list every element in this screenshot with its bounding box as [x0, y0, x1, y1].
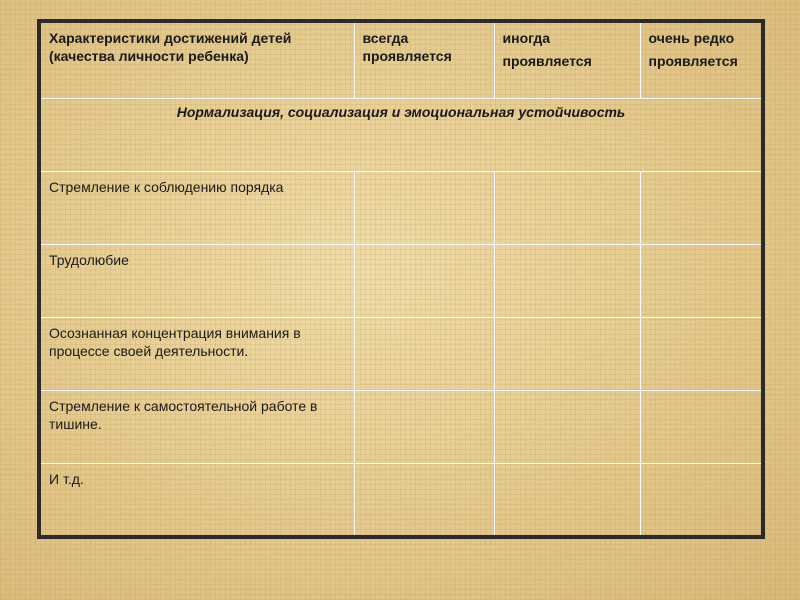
row-label: Стремление к соблюдению порядка	[40, 171, 354, 244]
header-sometimes	[494, 22, 640, 98]
row-cell-always[interactable]	[354, 390, 494, 463]
row-cell-very-rarely[interactable]	[640, 317, 762, 390]
row-cell-sometimes[interactable]	[494, 317, 640, 390]
row-cell-always[interactable]	[354, 463, 494, 536]
row-cell-very-rarely[interactable]	[640, 171, 762, 244]
row-cell-very-rarely[interactable]	[640, 463, 762, 536]
section-row	[40, 98, 762, 171]
header-always	[354, 22, 494, 98]
row-cell-very-rarely[interactable]	[640, 390, 762, 463]
row-label: Осознанная концентрация внимания в процессе своей деятельности.	[40, 317, 354, 390]
table-row	[40, 244, 762, 317]
row-cell-always[interactable]	[354, 244, 494, 317]
row-cell-always[interactable]	[354, 317, 494, 390]
achievement-table	[39, 21, 763, 537]
row-cell-sometimes[interactable]	[494, 244, 640, 317]
header-very-rarely	[640, 22, 762, 98]
table-row	[40, 390, 762, 463]
row-cell-very-rarely[interactable]	[640, 244, 762, 317]
row-cell-sometimes[interactable]	[494, 463, 640, 536]
table-row	[40, 463, 762, 536]
header-characteristics	[40, 22, 354, 98]
row-cell-always[interactable]	[354, 171, 494, 244]
header-very-rarely-text: очень редко проявляется	[648, 30, 738, 69]
row-cell-sometimes[interactable]	[494, 390, 640, 463]
row-cell-sometimes[interactable]	[494, 171, 640, 244]
row-label: Стремление к самостоятельной работе в тишине.	[40, 390, 354, 463]
table-row	[40, 317, 762, 390]
row-label: Трудолюбие	[40, 244, 354, 317]
table-row	[40, 171, 762, 244]
header-characteristics-text: Характеристики достижений детей (качества личности ребенка)	[49, 30, 292, 64]
header-always-text: всегда проявляется	[362, 30, 452, 64]
table-header-row	[40, 22, 762, 98]
section-title: Нормализация, социализация и эмоциональная устойчивость	[40, 98, 762, 171]
row-label: И т.д.	[40, 463, 354, 536]
header-sometimes-text: иногда проявляется	[502, 30, 592, 69]
